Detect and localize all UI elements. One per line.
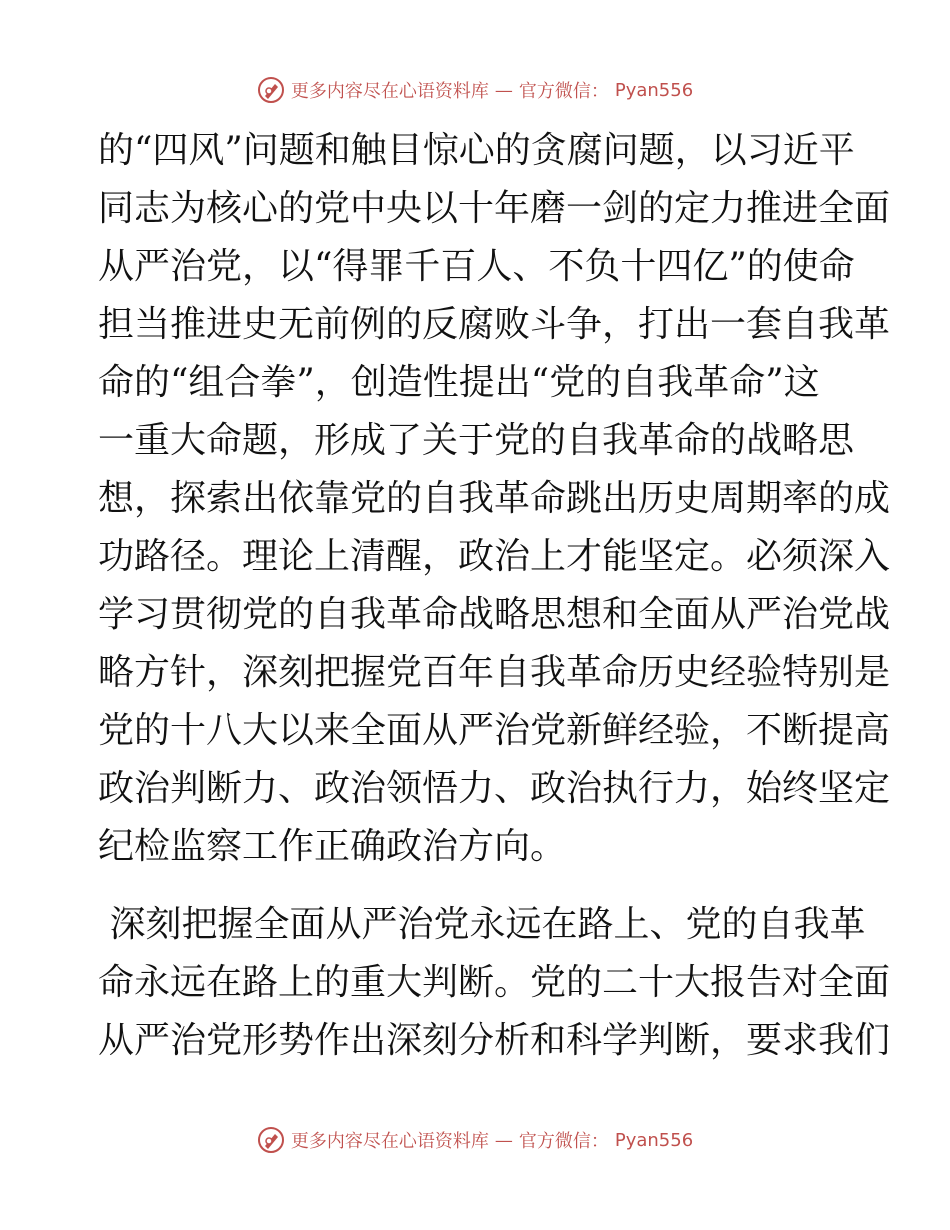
- watermark-brand: 更多内容尽在心语资料库: [290, 1131, 489, 1152]
- text-line: 一重大命题，形成了关于党的自我革命的战略思: [98, 420, 855, 461]
- watermark-brand: 更多内容尽在心语资料库: [290, 81, 489, 102]
- pen-logo-icon: [257, 76, 285, 104]
- text-line: 党的十八大以来全面从严治党新鲜经验，不断提高: [98, 710, 891, 751]
- text-line: 学习贯彻党的自我革命战略思想和全面从严治党战: [98, 594, 891, 635]
- text-line: 政治判断力、政治领悟力、政治执行力，始终坚定: [98, 768, 891, 809]
- text-line: 纪检监察工作正确政治方向。: [98, 826, 567, 867]
- text-line: 命的“组合拳”，创造性提出“党的自我革命”这: [98, 362, 820, 403]
- text-line: 功路径。理论上清醒，政治上才能坚定。必须深入: [98, 536, 891, 577]
- paragraph-1: [98, 122, 891, 876]
- watermark-wechat-label: 官方微信：: [518, 1131, 609, 1152]
- watermark-wechat-account: Pyan556: [614, 79, 694, 101]
- watermark-separator: —: [494, 1129, 513, 1151]
- text-line: 深刻把握全面从严治党永远在路上、党的自我革: [98, 904, 866, 945]
- text-line: 从严治党形势作出深刻分析和科学判断，要求我们: [98, 1020, 891, 1061]
- pen-logo-icon: [257, 1126, 285, 1154]
- text-line: 命永远在路上的重大判断。党的二十大报告对全面: [98, 962, 891, 1003]
- text-line: 的“四风”问题和触目惊心的贪腐问题，以习近平: [98, 130, 855, 171]
- text-line: 担当推进史无前例的反腐败斗争，打出一套自我革: [98, 304, 891, 345]
- watermark-wechat-account: Pyan556: [614, 1129, 694, 1151]
- text-line: 略方针，深刻把握党百年自我革命历史经验特别是: [98, 652, 891, 693]
- text-line: 同志为核心的党中央以十年磨一剑的定力推进全面: [98, 188, 891, 229]
- document-body: [98, 122, 891, 1070]
- text-line: 从严治党，以“得罪千百人、不负十四亿”的使命: [98, 246, 855, 287]
- watermark-wechat-label: 官方微信：: [518, 81, 609, 102]
- paragraph-2: [98, 896, 891, 1070]
- text-line: 想，探索出依靠党的自我革命跳出历史周期率的成: [98, 478, 891, 519]
- footer-watermark: [0, 1126, 950, 1154]
- paragraph-spacer: [98, 876, 850, 896]
- watermark-separator: —: [494, 79, 513, 101]
- header-watermark: [0, 76, 950, 104]
